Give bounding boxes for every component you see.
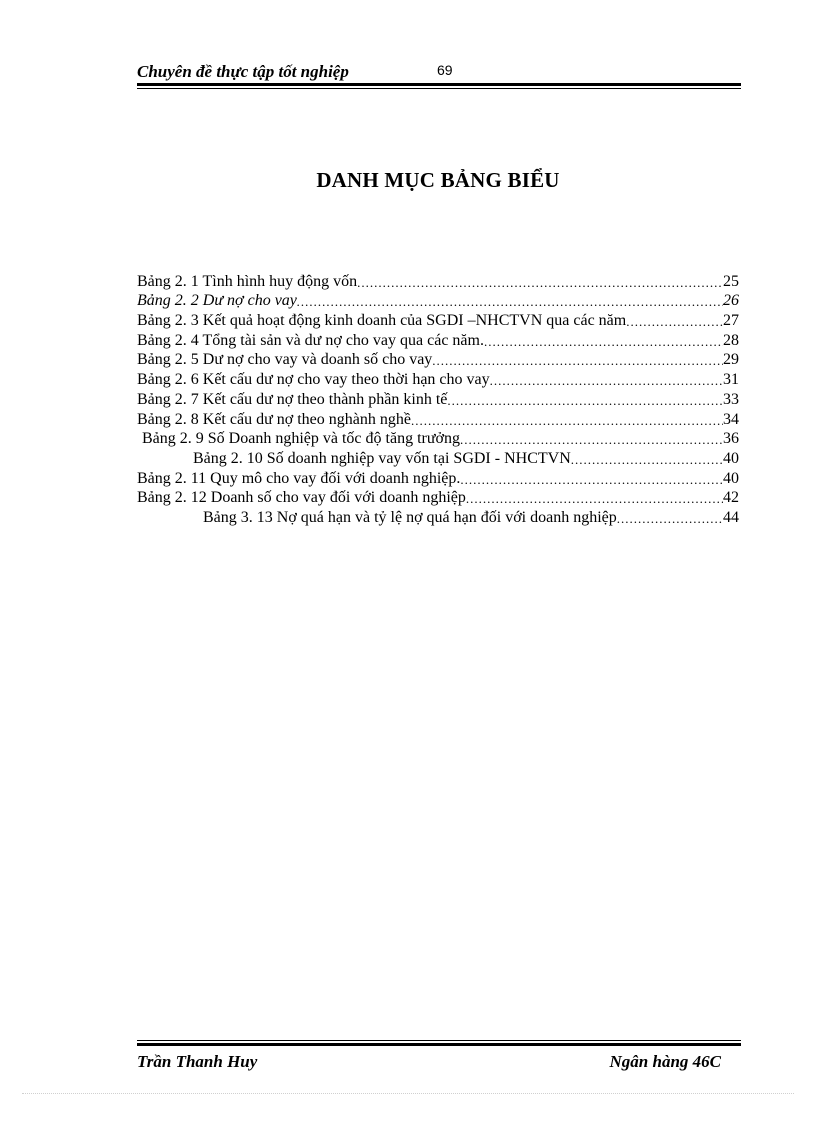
footer-rule-thin xyxy=(137,1040,741,1041)
toc-entry-page: 36 xyxy=(723,430,739,448)
toc-entry-label: Bảng 2. 8 Kết cấu dư nợ theo nghành nghề xyxy=(137,410,411,428)
toc-entry[interactable] xyxy=(137,409,739,429)
toc-entry-label: Bảng 3. 13 Nợ quá hạn và tỷ lệ nợ quá hạn đối với doanh nghiệp xyxy=(203,508,617,526)
toc-dot-leader xyxy=(490,373,723,389)
footer-author: Trần Thanh Huy xyxy=(137,1052,258,1071)
header-rule-thick xyxy=(137,83,741,86)
toc-entry-page: 26 xyxy=(723,292,739,310)
toc-entry-label: Bảng 2. 11 Quy mô cho vay đối với doanh nghiệp. xyxy=(137,469,461,487)
toc-entry[interactable] xyxy=(137,310,739,330)
toc-entry-page: 29 xyxy=(723,351,739,369)
toc-entry-page: 25 xyxy=(723,272,739,290)
toc-dot-leader xyxy=(626,314,723,330)
toc-entry-page: 44 xyxy=(723,508,739,526)
toc-entry-label: Bảng 2. 10 Số doanh nghiệp vay vốn tại SGDI - NHCTVN xyxy=(193,449,571,467)
toc-entry-page: 34 xyxy=(723,410,739,428)
toc-entry-label: Bảng 2. 4 Tổng tài sản và dư nợ cho vay qua các năm. xyxy=(137,331,484,349)
toc-entry[interactable] xyxy=(137,507,739,527)
toc-entry-label: Bảng 2. 12 Doanh số cho vay đối với doanh nghiệp xyxy=(137,489,466,507)
table-of-tables xyxy=(137,271,739,527)
toc-entry[interactable] xyxy=(137,291,739,311)
toc-entry-page: 27 xyxy=(723,312,739,330)
toc-entry-page: 28 xyxy=(723,331,739,349)
toc-entry-page: 40 xyxy=(723,469,739,487)
toc-dot-leader xyxy=(617,511,723,527)
toc-entry[interactable] xyxy=(137,468,739,488)
toc-entry-label: Bảng 2. 1 Tình hình huy động vốn xyxy=(137,272,358,290)
page-bottom-border xyxy=(22,1093,794,1095)
toc-entry-page: 40 xyxy=(723,449,739,467)
toc-dot-leader xyxy=(460,432,723,448)
footer-rule-thick xyxy=(137,1043,741,1046)
header-rule-thin xyxy=(137,88,741,89)
toc-dot-leader xyxy=(484,334,723,350)
page-footer xyxy=(137,1040,741,1080)
toc-entry-page: 33 xyxy=(723,390,739,408)
toc-entry-label: Bảng 2. 3 Kết quả hoạt động kinh doanh của SGDI –NHCTVN qua các năm xyxy=(137,312,627,330)
toc-entry-page: 42 xyxy=(723,489,739,507)
toc-entry-label: Bảng 2. 2 Dư nợ cho vay xyxy=(137,292,297,310)
toc-entry-page: 31 xyxy=(723,371,739,389)
toc-dot-leader xyxy=(357,275,723,291)
toc-entry[interactable] xyxy=(137,350,739,370)
toc-dot-leader xyxy=(571,452,723,468)
toc-entry[interactable] xyxy=(137,271,739,291)
toc-entry[interactable] xyxy=(137,369,739,389)
toc-entry[interactable] xyxy=(137,429,739,449)
toc-dot-leader xyxy=(460,472,723,488)
toc-entry[interactable] xyxy=(137,389,739,409)
page-number: 69 xyxy=(437,62,453,78)
toc-entry[interactable] xyxy=(137,448,739,468)
toc-entry-label: Bảng 2. 6 Kết cấu dư nợ cho vay theo thời hạn cho vay xyxy=(137,371,490,389)
toc-entry[interactable] xyxy=(137,488,739,508)
toc-entry-label: Bảng 2. 5 Dư nợ cho vay và doanh số cho vay xyxy=(137,351,433,369)
footer-class: Ngân hàng 46C xyxy=(609,1052,721,1071)
toc-dot-leader xyxy=(432,353,723,369)
toc-dot-leader xyxy=(297,294,723,310)
toc-entry[interactable] xyxy=(137,330,739,350)
toc-entry-label: Bảng 2. 7 Kết cấu dư nợ theo thành phần kinh tế xyxy=(137,390,448,408)
toc-dot-leader xyxy=(447,393,723,409)
toc-dot-leader xyxy=(411,413,723,429)
document-title: DANH MỤC BẢNG BIỂU xyxy=(316,168,560,192)
page-header xyxy=(137,60,741,90)
toc-dot-leader xyxy=(466,491,723,507)
toc-entry-label: Bảng 2. 9 Số Doanh nghiệp và tốc độ tăng trưởng xyxy=(142,430,460,448)
header-title: Chuyên đề thực tập tốt nghiệp xyxy=(137,62,349,81)
